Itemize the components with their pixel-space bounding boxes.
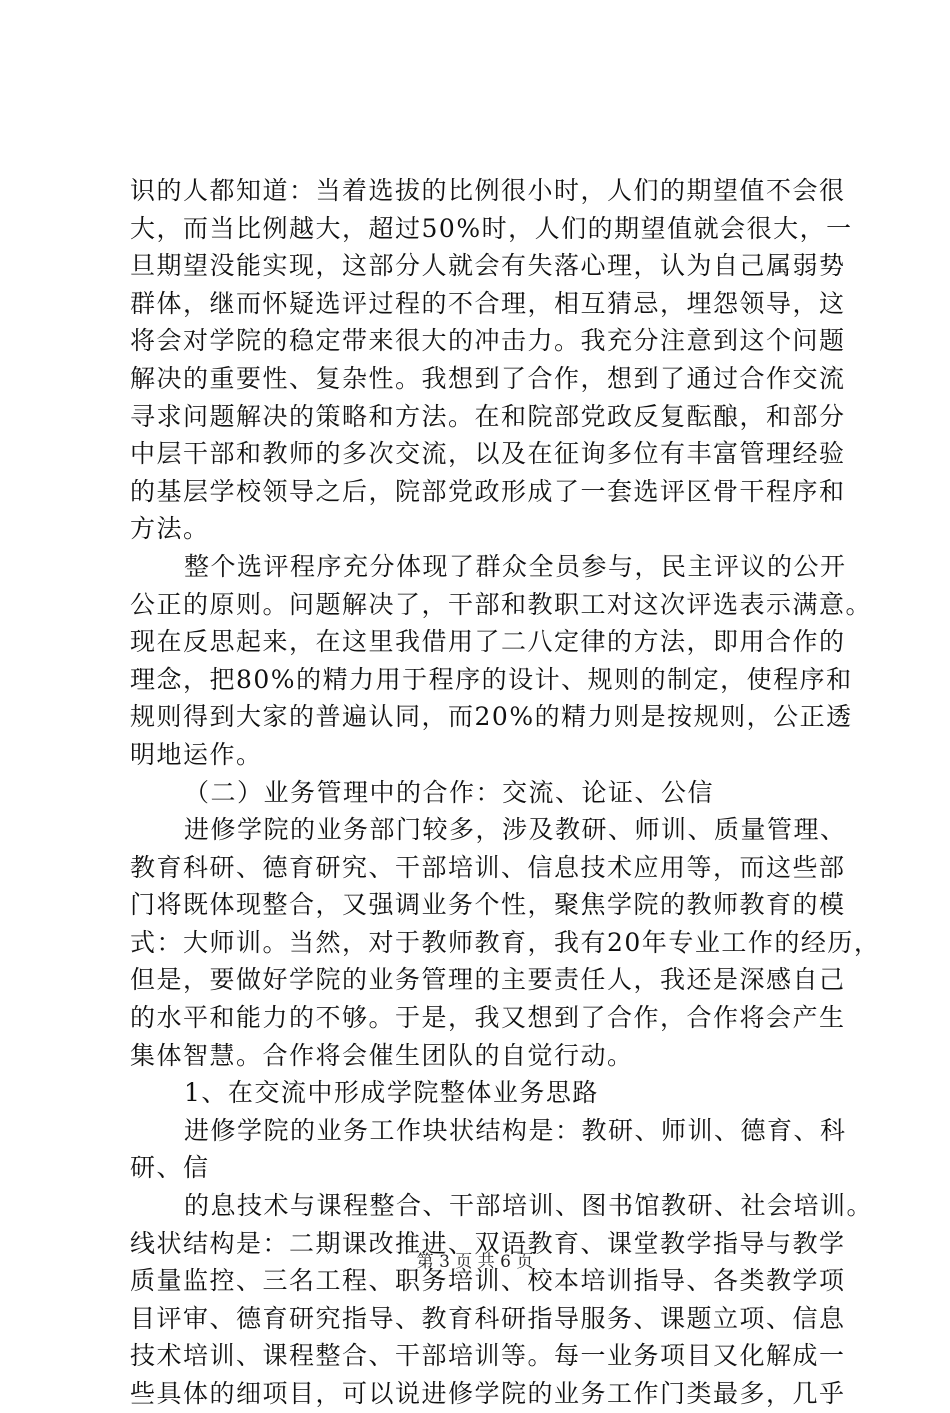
text-line: 识的人都知道：当着选拔的比例很小时，人们的期望值不会很 — [130, 176, 846, 205]
document-body — [130, 172, 881, 1413]
text-line: 解决的重要性、复杂性。我想到了合作，想到了通过合作交流 — [130, 363, 846, 393]
text-line: 旦期望没能实现，这部分人就会有失落心理，认为自己属弱势 — [130, 251, 846, 281]
text-line: 的息技术与课程整合、干部培训、图书馆教研、社会培训。 — [184, 1191, 874, 1221]
text-line: 式：大师训。当然，对于教师教育，我有20年专业工作的经历， — [130, 927, 881, 957]
text-line: 研、信 — [130, 1153, 210, 1183]
text-line: 1、在交流中形成学院整体业务思路 — [184, 1078, 599, 1108]
text-line: 整个选评程序充分体现了群众全员参与，民主评议的公开 — [184, 551, 847, 581]
text-line: 的水平和能力的不够。于是，我又想到了合作，合作将会产生 — [130, 1003, 846, 1033]
text-line: 质量监控、三名工程、职务培训、校本培训指导、各类教学项 — [130, 1266, 846, 1296]
text-line: 方法。 — [130, 514, 210, 544]
text-line: 技术培训、课程整合、干部培训等。每一业务项目又化解成一 — [130, 1341, 846, 1371]
text-line: 规则得到大家的普遍认同，而20%的精力则是按规则，公正透 — [130, 702, 853, 732]
text-line: （二）业务管理中的合作：交流、论证、公信 — [184, 777, 715, 807]
text-line: 进修学院的业务部门较多，涉及教研、师训、质量管理、 — [184, 815, 847, 845]
text-line: 大，而当比例越大，超过50%时，人们的期望值就会很大，一 — [130, 213, 853, 243]
text-line: 目评审、德育研究指导、教育科研指导服务、课题立项、信息 — [130, 1303, 846, 1333]
page-footer: 第 3 页 共 6 页 — [416, 1252, 534, 1272]
text-line: 明地运作。 — [130, 739, 263, 769]
text-line: 集体智慧。合作将会催生团队的自觉行动。 — [130, 1040, 634, 1070]
text-line: 进修学院的业务工作块状结构是：教研、师训、德育、科 — [184, 1115, 847, 1145]
text-line: 线状结构是：二期课改推进、双语教育、课堂教学指导与教学 — [130, 1228, 846, 1258]
text-line: 些具体的细项目，可以说进修学院的业务工作门类最多，几乎 — [130, 1379, 846, 1408]
text-line: 寻求问题解决的策略和方法。在和院部党政反复酝酿，和部分 — [130, 401, 846, 431]
text-line: 将会对学院的稳定带来很大的冲击力。我充分注意到这个问题 — [130, 326, 846, 356]
text-line: 理念，把80%的精力用于程序的设计、规则的制定，使程序和 — [130, 664, 853, 694]
text-line: 现在反思起来，在这里我借用了二八定律的方法，即用合作的 — [130, 627, 846, 657]
text-line: 但是，要做好学院的业务管理的主要责任人，我还是深感自己 — [130, 965, 846, 995]
text-line: 中层干部和教师的多次交流，以及在征询多位有丰富管理经验 — [130, 439, 846, 469]
text-line: 教育科研、德育研究、干部培训、信息技术应用等，而这些部 — [130, 852, 846, 882]
text-line: 的基层学校领导之后，院部党政形成了一套选评区骨干程序和 — [130, 476, 846, 506]
text-line: 公正的原则。问题解决了，干部和教职工对这次评选表示满意。 — [130, 589, 873, 619]
text-line: 门将既体现整合，又强调业务个性，聚焦学院的教师教育的模 — [130, 890, 846, 920]
text-line: 群体，继而怀疑选评过程的不合理，相互猜忌，埋怨领导，这 — [130, 288, 846, 318]
